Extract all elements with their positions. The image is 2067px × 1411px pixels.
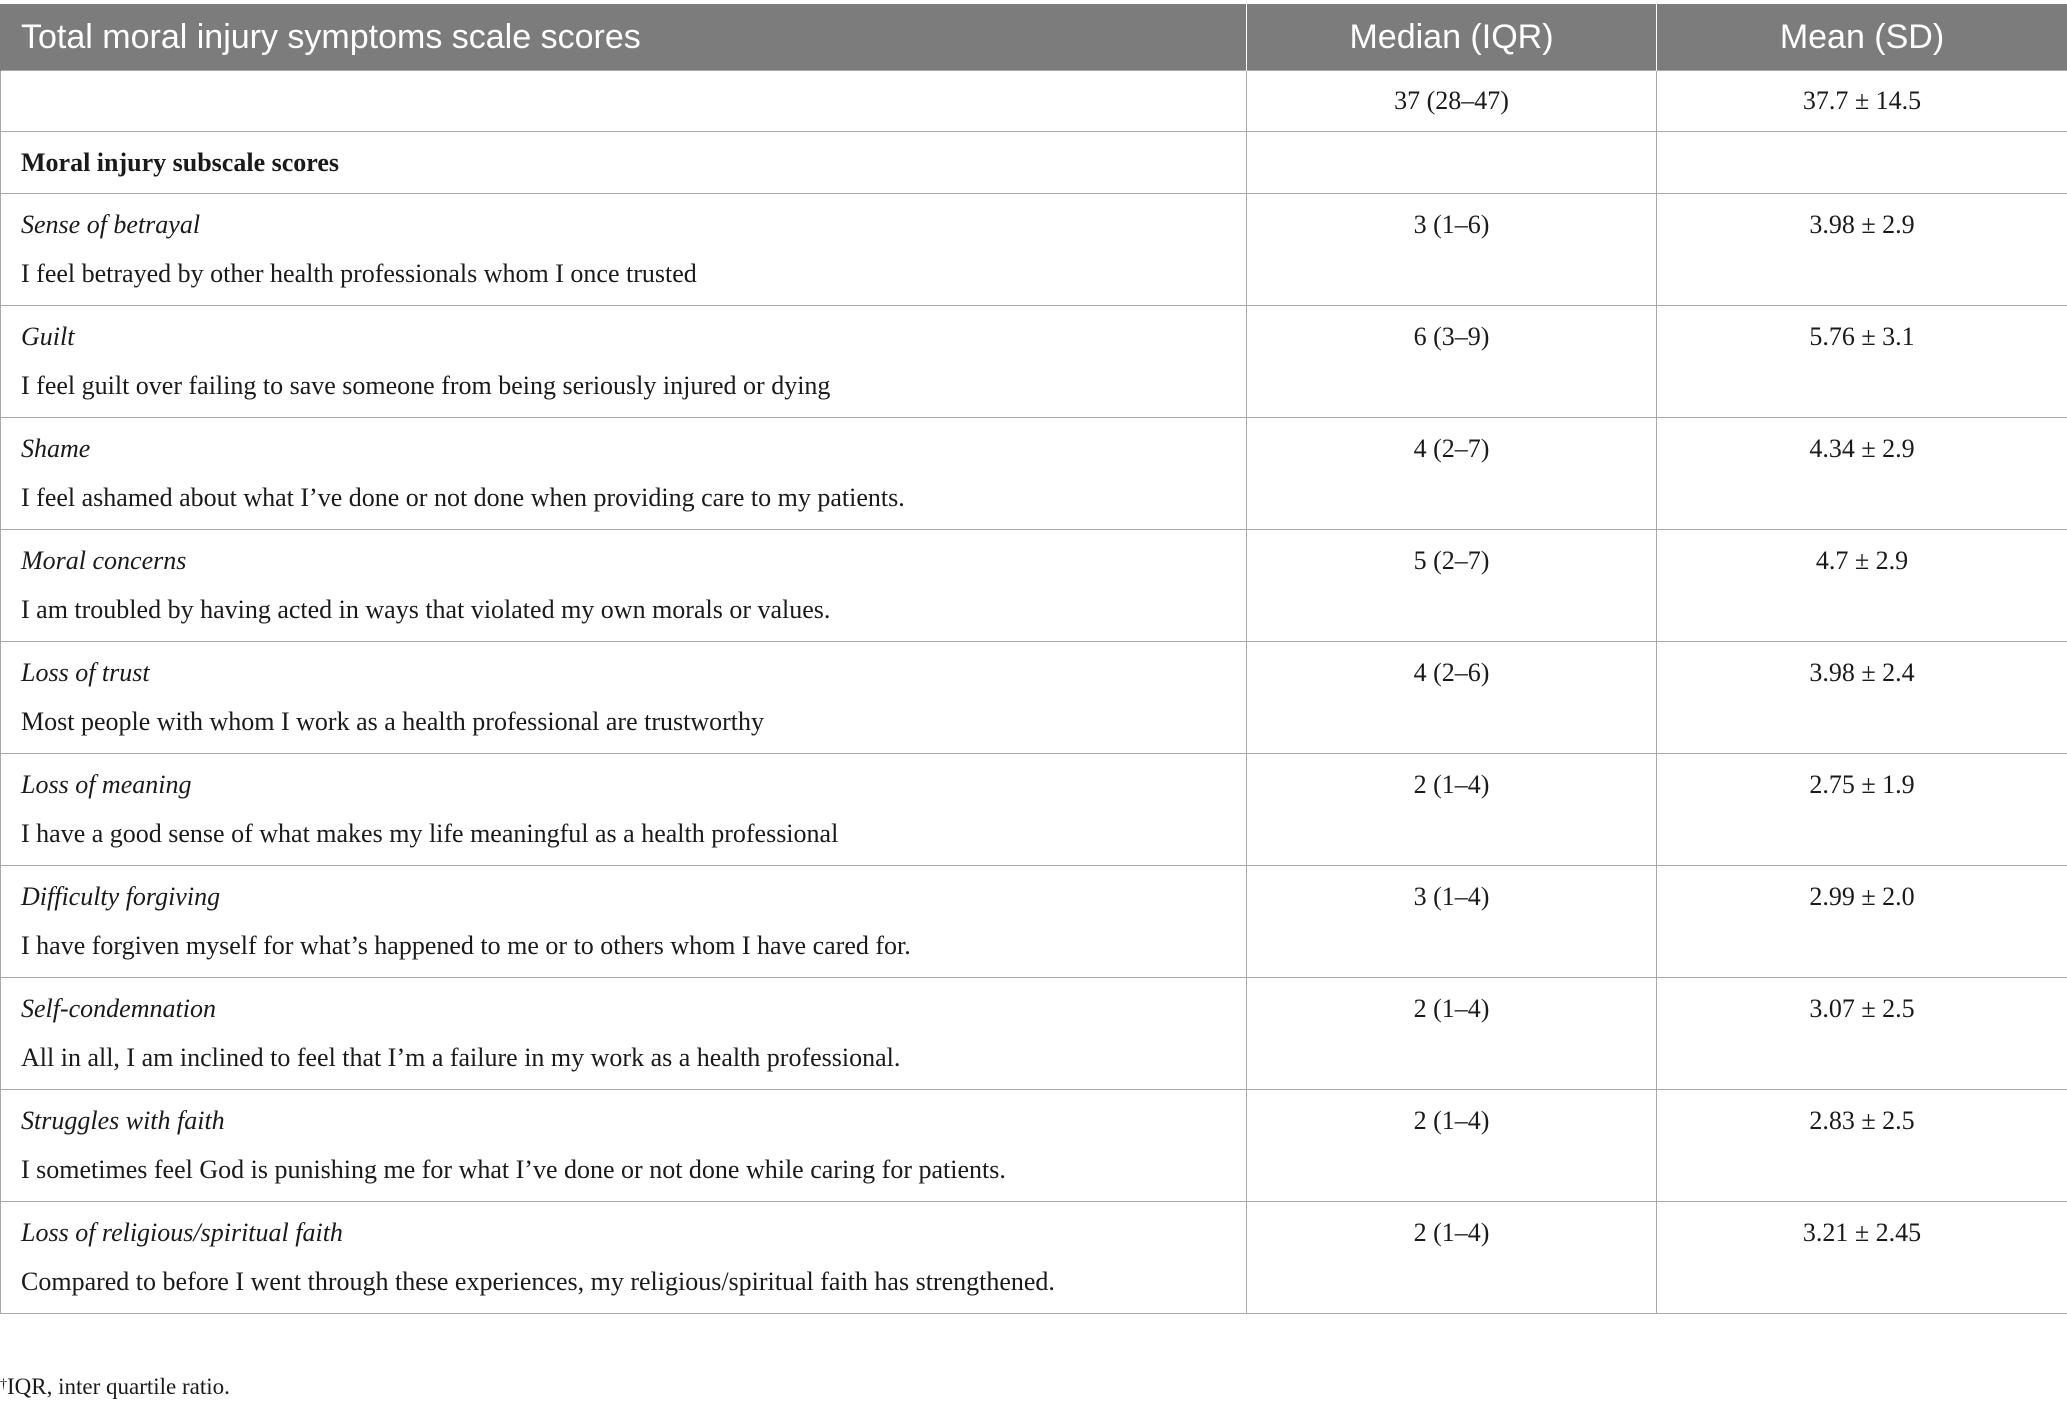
subscale-name: Difficulty forgiving <box>21 882 221 911</box>
mean-sd-cell <box>1657 418 2067 530</box>
subscale-name: Loss of religious/spiritual faith <box>21 1218 343 1247</box>
subscale-item-description: Compared to before I went through these experiences, my religious/spiritual faith has strengthened. <box>21 1267 1055 1296</box>
mean-sd-value: 5.76 ± 3.1 <box>1809 322 1915 351</box>
subscale-item-description: All in all, I am inclined to feel that I’m a failure in my work as a health professional. <box>21 1043 901 1072</box>
mean-sd-value: 2.83 ± 2.5 <box>1809 1106 1915 1135</box>
mean-sd-value: 3.98 ± 2.4 <box>1809 658 1915 687</box>
median-iqr-value: 2 (1–4) <box>1413 1218 1490 1247</box>
total-median-cell: 37 (28–47) <box>1247 71 1657 132</box>
mean-sd-value: 4.34 ± 2.9 <box>1809 434 1915 463</box>
subscale-item-cell <box>1 306 1247 418</box>
subscale-item-cell <box>1 194 1247 306</box>
median-iqr-value: 2 (1–4) <box>1413 1106 1490 1135</box>
header-mean-sd: Mean (SD) <box>1657 4 2067 71</box>
subscale-heading-row <box>1 132 2067 194</box>
footnote-text: IQR, inter quartile ratio. <box>7 1374 230 1399</box>
subscale-item-cell <box>1 642 1247 754</box>
table-row <box>1 530 2067 642</box>
moral-injury-table <box>0 4 2067 1314</box>
median-iqr-cell <box>1247 866 1657 978</box>
subscale-item-description: I feel betrayed by other health professionals whom I once trusted <box>21 259 697 288</box>
subscale-item-cell <box>1 978 1247 1090</box>
median-iqr-value: 5 (2–7) <box>1413 546 1490 575</box>
median-iqr-value: 2 (1–4) <box>1413 770 1490 799</box>
mean-sd-value: 3.21 ± 2.45 <box>1802 1218 1922 1247</box>
subscale-item-description: I am troubled by having acted in ways that violated my own morals or values. <box>21 595 831 624</box>
table-row <box>1 642 2067 754</box>
mean-sd-value: 3.98 ± 2.9 <box>1809 210 1915 239</box>
subscale-heading: Moral injury subscale scores <box>1 132 1247 194</box>
mean-sd-cell <box>1657 642 2067 754</box>
mean-sd-value: 2.99 ± 2.0 <box>1809 882 1915 911</box>
total-score-row <box>1 71 2067 132</box>
median-iqr-value: 3 (1–4) <box>1413 882 1490 911</box>
header-scale-scores: Total moral injury symptoms scale scores <box>1 4 1247 71</box>
median-iqr-value: 4 (2–7) <box>1413 434 1490 463</box>
footnote-marker: † <box>0 1377 7 1392</box>
subscale-item-cell <box>1 754 1247 866</box>
median-iqr-cell <box>1247 530 1657 642</box>
median-iqr-value: 3 (1–6) <box>1413 210 1490 239</box>
median-iqr-cell <box>1247 194 1657 306</box>
median-iqr-cell <box>1247 1202 1657 1314</box>
subscale-name: Guilt <box>21 322 75 351</box>
median-iqr-cell <box>1247 642 1657 754</box>
subscale-name: Shame <box>21 434 91 463</box>
mean-sd-cell <box>1657 978 2067 1090</box>
mean-sd-cell <box>1657 1202 2067 1314</box>
median-iqr-cell <box>1247 978 1657 1090</box>
mean-sd-cell <box>1657 194 2067 306</box>
median-iqr-value: 6 (3–9) <box>1413 322 1490 351</box>
table-row <box>1 306 2067 418</box>
table-footnote <box>0 1372 230 1402</box>
subscale-item-cell <box>1 530 1247 642</box>
mean-sd-cell <box>1657 866 2067 978</box>
subscale-name: Self-condemnation <box>21 994 216 1023</box>
table-row <box>1 978 2067 1090</box>
mean-sd-value: 3.07 ± 2.5 <box>1809 994 1915 1023</box>
subscale-item-cell <box>1 1202 1247 1314</box>
subscale-item-description: I feel guilt over failing to save someone from being seriously injured or dying <box>21 371 831 400</box>
mean-sd-cell <box>1657 754 2067 866</box>
median-iqr-cell <box>1247 418 1657 530</box>
table-row <box>1 1202 2067 1314</box>
mean-sd-value: 2.75 ± 1.9 <box>1809 770 1915 799</box>
subscale-item-cell <box>1 418 1247 530</box>
table-row <box>1 754 2067 866</box>
subscale-item-description: I have a good sense of what makes my life meaningful as a health professional <box>21 819 839 848</box>
subscale-heading-median-empty <box>1247 132 1657 194</box>
table-row <box>1 1090 2067 1202</box>
subscale-name: Loss of meaning <box>21 770 192 799</box>
header-median-iqr: Median (IQR) <box>1247 4 1657 71</box>
subscale-item-cell <box>1 866 1247 978</box>
median-iqr-cell <box>1247 1090 1657 1202</box>
table-row <box>1 866 2067 978</box>
mean-sd-value: 4.7 ± 2.9 <box>1815 546 1909 575</box>
table-row <box>1 418 2067 530</box>
median-iqr-value: 2 (1–4) <box>1413 994 1490 1023</box>
subscale-item-description: I sometimes feel God is punishing me for what I’ve done or not done while caring for patients. <box>21 1155 1006 1184</box>
subscale-name: Sense of betrayal <box>21 210 201 239</box>
median-iqr-value: 4 (2–6) <box>1413 658 1490 687</box>
mean-sd-cell <box>1657 306 2067 418</box>
subscale-name: Moral concerns <box>21 546 187 575</box>
subscale-name: Struggles with faith <box>21 1106 225 1135</box>
table-row <box>1 194 2067 306</box>
results-table-container <box>0 4 2067 1314</box>
subscale-heading-mean-empty <box>1657 132 2067 194</box>
mean-sd-cell <box>1657 1090 2067 1202</box>
median-iqr-cell <box>1247 306 1657 418</box>
table-header-row <box>1 4 2067 71</box>
subscale-item-description: Most people with whom I work as a health professional are trustworthy <box>21 707 765 736</box>
total-label-cell <box>1 71 1247 132</box>
subscale-name: Loss of trust <box>21 658 150 687</box>
subscale-item-cell <box>1 1090 1247 1202</box>
subscale-item-description: I feel ashamed about what I’ve done or not done when providing care to my patients. <box>21 483 905 512</box>
mean-sd-cell <box>1657 530 2067 642</box>
median-iqr-cell <box>1247 754 1657 866</box>
total-mean-cell: 37.7 ± 14.5 <box>1657 71 2067 132</box>
subscale-item-description: I have forgiven myself for what’s happened to me or to others whom I have cared for. <box>21 931 911 960</box>
